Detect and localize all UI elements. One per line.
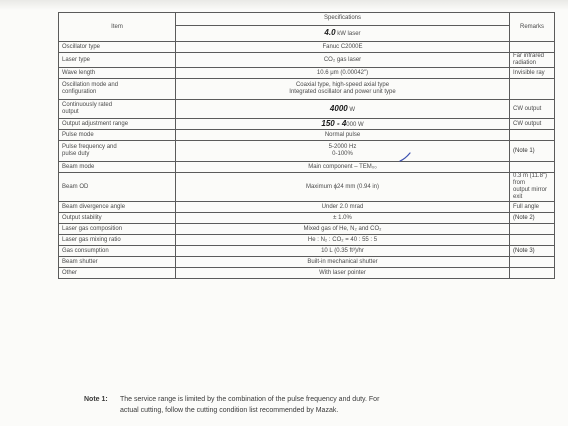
row-remarks xyxy=(510,235,555,246)
row-item: Wave length xyxy=(59,68,176,79)
row-item: Output stability xyxy=(59,213,176,224)
row-spec: 10.6 μm (0.00042") xyxy=(176,68,510,79)
row-spec: Normal pulse xyxy=(176,130,510,141)
row-item: Beam divergence angle xyxy=(59,202,176,213)
row-remarks: Invisible ray xyxy=(510,68,555,79)
table-row xyxy=(59,246,555,257)
row-remarks xyxy=(510,224,555,235)
row-item: Laser gas mixing ratio xyxy=(59,235,176,246)
row-remarks xyxy=(510,79,555,100)
header-specifications: Specifications xyxy=(176,13,510,26)
row-spec: Mixed gas of He, N₂ and CO₂ xyxy=(176,224,510,235)
row-spec: 10 L (0.35 ft³)/hr xyxy=(176,246,510,257)
table-row xyxy=(59,224,555,235)
laser-specifications-table xyxy=(58,12,555,279)
row-remarks-line: 0.3 m (11.8") from xyxy=(513,173,548,186)
row-item-line: Continuously rated xyxy=(62,102,113,108)
row-remarks xyxy=(510,162,555,173)
row-remarks-line: output mirror exit xyxy=(513,187,548,200)
row-remarks xyxy=(510,268,555,279)
output-range-value: 150 - 4 xyxy=(321,118,347,128)
row-item-line: pulse duty xyxy=(62,151,90,157)
row-spec xyxy=(176,79,510,100)
table-row xyxy=(59,42,555,53)
output-range-rest: 000 W xyxy=(346,121,364,128)
table-header-row xyxy=(59,13,555,26)
note-1-text: The service range is limited by the combination of the pulse frequency and duty. For xyxy=(120,396,380,403)
table-row xyxy=(59,130,555,141)
row-item-line: configuration xyxy=(62,89,97,95)
row-spec: With laser pointer xyxy=(176,268,510,279)
row-spec-line: 0-100% xyxy=(332,151,353,157)
pen-checkmark-icon xyxy=(398,151,412,163)
table-row xyxy=(59,100,555,119)
row-item: Beam OD xyxy=(59,173,176,202)
table-row xyxy=(59,79,555,100)
row-item: Output adjustment range xyxy=(59,119,176,130)
row-remarks xyxy=(510,42,555,53)
rated-output-value: 4000 xyxy=(329,103,348,113)
row-item: Laser type xyxy=(59,53,176,68)
row-remarks xyxy=(510,257,555,268)
laser-power-unit: kW laser xyxy=(337,30,361,37)
row-item xyxy=(59,100,176,119)
row-item: Other xyxy=(59,268,176,279)
row-remarks: Far infrared radiation xyxy=(510,53,555,68)
row-spec: Fanuc C2000E xyxy=(176,42,510,53)
note-1-line2: actual cutting, follow the cutting condition list recommended by Mazak. xyxy=(120,407,339,414)
table-row xyxy=(59,68,555,79)
rated-output-unit: W xyxy=(349,106,356,113)
row-item: Laser gas composition xyxy=(59,224,176,235)
laser-power-value: 4.0 xyxy=(324,27,336,37)
row-spec xyxy=(176,100,510,119)
header-remarks: Remarks xyxy=(510,13,555,42)
row-remarks: Full angle xyxy=(510,202,555,213)
row-spec: CO₂ gas laser xyxy=(176,53,510,68)
row-spec xyxy=(176,141,510,162)
row-item xyxy=(59,79,176,100)
row-remarks xyxy=(510,173,555,202)
row-item: Oscillator type xyxy=(59,42,176,53)
top-edge-shadow xyxy=(0,0,568,10)
row-spec: He : N₂ : CO₂ = 40 : 55 : 5 xyxy=(176,235,510,246)
table-row xyxy=(59,235,555,246)
row-item-line: Pulse frequency and xyxy=(62,144,117,150)
table-row xyxy=(59,213,555,224)
row-item: Beam mode xyxy=(59,162,176,173)
table-row xyxy=(59,173,555,202)
row-spec-line: Coaxial type, high-speed axial type xyxy=(295,82,390,88)
row-spec: Maximum ϕ24 mm (0.94 in) xyxy=(176,173,510,202)
table-row xyxy=(59,162,555,173)
table-row xyxy=(59,268,555,279)
table-row xyxy=(59,141,555,162)
row-item: Pulse mode xyxy=(59,130,176,141)
row-spec-line: Integrated oscillator and power unit type xyxy=(289,89,396,95)
row-remarks: CW output xyxy=(510,100,555,119)
table-row xyxy=(59,257,555,268)
table-row xyxy=(59,202,555,213)
row-item-line: output xyxy=(62,109,79,115)
table-row xyxy=(59,119,555,130)
row-spec xyxy=(176,119,510,130)
row-remarks xyxy=(510,130,555,141)
row-item-line: Oscillation mode and xyxy=(62,82,119,88)
row-spec: Under 2.0 mrad xyxy=(176,202,510,213)
row-item xyxy=(59,141,176,162)
header-laser-power xyxy=(176,25,510,41)
row-spec-line: 5-2000 Hz xyxy=(328,144,357,150)
note-1 xyxy=(84,394,554,416)
row-spec: Built-in mechanical shutter xyxy=(176,257,510,268)
header-item: Item xyxy=(59,13,176,42)
table-row xyxy=(59,53,555,68)
note-1-line1 xyxy=(84,394,554,405)
row-remarks: (Note 1) xyxy=(510,141,555,162)
note-1-label: Note 1: xyxy=(84,396,108,403)
row-spec: Main component – TEM₀₀ xyxy=(176,162,510,173)
row-item: Beam shutter xyxy=(59,257,176,268)
row-remarks: (Note 2) xyxy=(510,213,555,224)
row-spec: ± 1.0% xyxy=(176,213,510,224)
row-remarks: CW output xyxy=(510,119,555,130)
row-remarks: (Note 3) xyxy=(510,246,555,257)
row-item: Gas consumption xyxy=(59,246,176,257)
